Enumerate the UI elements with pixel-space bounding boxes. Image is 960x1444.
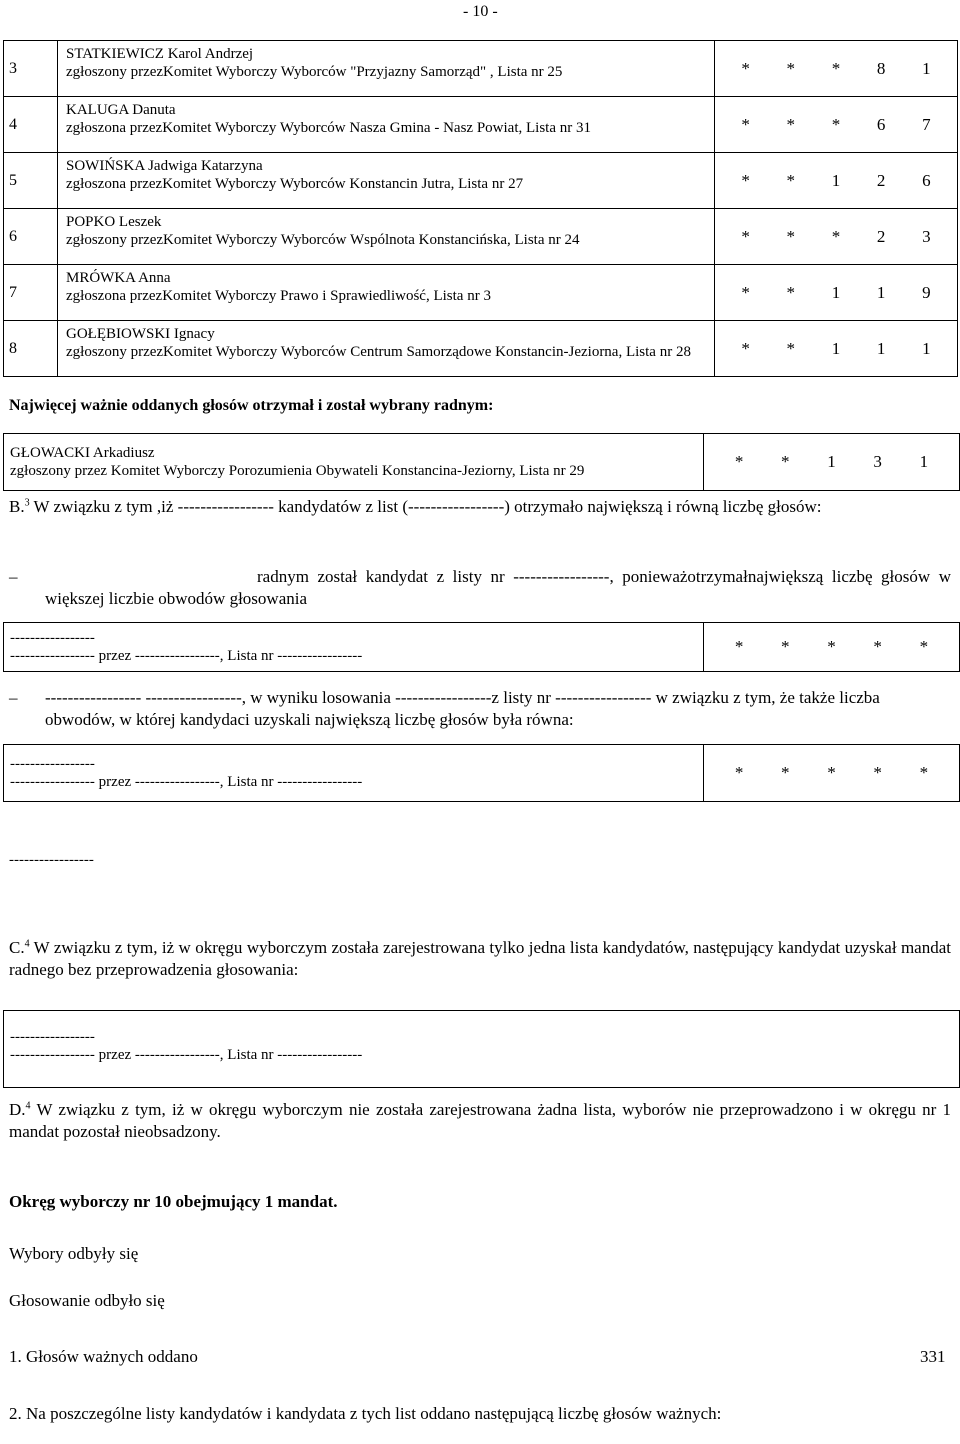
vote-digit: 1 [831, 282, 841, 302]
winner-votes [704, 434, 959, 490]
section-d-sup: 4 [25, 1100, 31, 1112]
section-b-label: B. [9, 497, 25, 516]
vote-digit: 3 [873, 452, 882, 471]
vote-digit: 8 [876, 58, 886, 78]
section-c-label: C. [9, 938, 25, 957]
item-2-label: 2. Na poszczególne listy kandydatów i kandydata z tych list oddano następującą liczbę głosów ważnych: [9, 1404, 722, 1423]
section-b-dash-1: – [9, 567, 18, 586]
vote-digit: * [734, 452, 744, 471]
candidate-votes [715, 153, 958, 209]
vote-digit: * [781, 452, 790, 471]
vote-digit: 1 [831, 338, 841, 358]
candidate-row [4, 97, 958, 153]
vote-digit: * [741, 114, 750, 134]
candidate-desc: zgłoszona przezKomitet Wyborczy Prawo i Sprawiedliwość, Lista nr 3 [66, 288, 491, 304]
candidate-name: STATKIEWICZ Karol Andrzej [66, 46, 254, 62]
vote-digit: 1 [876, 282, 886, 302]
box2-line1: ----------------- [10, 756, 95, 772]
candidate-votes [715, 265, 958, 321]
vote-digit: * [781, 763, 790, 782]
vote-digit: * [741, 338, 750, 358]
vote-digit: 1 [919, 452, 929, 471]
candidate-number: 6 [4, 209, 58, 265]
candidate-number: 8 [4, 321, 58, 377]
section-b-dash-2: – [9, 688, 18, 707]
vote-digit: 9 [922, 282, 931, 302]
winner-desc: zgłoszony przez Komitet Wyborczy Porozumienia Obywateli Konstancina-Jeziorny, Lista nr 29 [10, 463, 585, 479]
vote-digit: 6 [922, 170, 931, 190]
candidate-info [58, 265, 715, 321]
vote-digit: 1 [922, 58, 931, 78]
candidate-info [58, 209, 715, 265]
vote-digit: * [741, 282, 750, 302]
candidate-row [4, 321, 958, 377]
candidate-info [58, 41, 715, 97]
section-c-text: W związku z tym, iż w okręgu wyborczym została zarejestrowana tylko jedna lista kandydatów, następujący kandydat uzyskał mandat radnego bez przeprowadzenia głosowania: [9, 938, 951, 979]
section-c-sup: 4 [24, 938, 30, 950]
vote-digit: * [786, 226, 796, 246]
valid-votes-value: 331 [920, 1347, 946, 1366]
candidate-desc: zgłoszona przezKomitet Wyborczy Wyborców Nasza Gmina - Nasz Powiat, Lista nr 31 [66, 120, 591, 136]
candidate-info [58, 153, 715, 209]
vote-digit: 7 [922, 114, 931, 134]
vote-digit: 2 [876, 170, 886, 190]
vote-digit: * [781, 637, 790, 656]
section-b-box-1 [3, 622, 960, 672]
vote-digit: 1 [922, 338, 931, 358]
vote-digit: 6 [876, 114, 886, 134]
vote-digit: 3 [922, 226, 931, 246]
candidate-name: MRÓWKA Anna [66, 270, 171, 286]
vote-digit: * [831, 114, 841, 134]
box1-line1: ----------------- [10, 630, 95, 646]
winner-name: GŁOWACKI Arkadiusz [10, 445, 155, 461]
valid-votes-label: 1. Głosów ważnych oddano [9, 1347, 198, 1366]
section-b-intro [9, 496, 951, 518]
section-b-item-2-text: ----------------- -----------------, w wyniku losowania -----------------z listy nr ----------------- w związku z tym, że także liczba obwodów, w której kandydaci uzyskali największą liczbę głosów była równa: [45, 688, 880, 729]
section-d-text: W związku z tym, iż w okręgu wyborczym nie została zarejestrowana żadna lista, wyborów nie przeprowadzono i w okręgu nr 1 mandat pozostał nieobsadzony. [9, 1100, 951, 1141]
section-d [9, 1099, 951, 1143]
vote-digit: * [827, 637, 836, 656]
box1-line2: ----------------- przez -----------------, Lista nr ----------------- [10, 648, 363, 664]
vote-digit: * [873, 763, 882, 782]
candidate-name: KALUGA Danuta [66, 102, 176, 118]
candidate-number: 5 [4, 153, 58, 209]
box2-line2: ----------------- przez -----------------, Lista nr ----------------- [10, 774, 363, 790]
candidate-desc: zgłoszony przezKomitet Wyborczy Wyborców "Przyjazny Samorząd" , Lista nr 25 [66, 64, 563, 80]
candidate-name: POPKO Leszek [66, 214, 162, 230]
vote-digit: * [786, 338, 796, 358]
candidate-number: 4 [4, 97, 58, 153]
vote-digit: * [786, 114, 796, 134]
section-b-item-1 [45, 566, 951, 610]
vote-digit: * [741, 226, 750, 246]
vote-digit: * [919, 763, 929, 782]
candidate-row [4, 209, 958, 265]
vote-digit: * [919, 637, 929, 656]
winner-heading: Najwięcej ważnie oddanych głosów otrzymał i został wybrany radnym: [9, 397, 494, 414]
candidate-votes [715, 209, 958, 265]
box1-votes [704, 623, 959, 671]
candidate-name: GOŁĘBIOWSKI Ignacy [66, 326, 215, 342]
section-b-item-2 [45, 687, 951, 731]
district-heading: Okręg wyborczy nr 10 obejmujący 1 mandat. [9, 1192, 338, 1211]
candidate-info [58, 97, 715, 153]
candidates-table [3, 40, 958, 377]
box2-votes [704, 745, 959, 801]
vote-digit: 2 [876, 226, 886, 246]
vote-digit: * [873, 637, 882, 656]
page-number: - 10 - [463, 3, 498, 20]
vote-digit: * [786, 170, 796, 190]
section-c-box [3, 1010, 960, 1088]
section-c [9, 937, 951, 981]
candidate-number: 7 [4, 265, 58, 321]
candidate-info [58, 321, 715, 377]
candidate-votes [715, 41, 958, 97]
candidate-number: 3 [4, 41, 58, 97]
vote-digit: * [741, 58, 750, 78]
vote-digit: * [741, 170, 750, 190]
candidate-desc: zgłoszony przezKomitet Wyborczy Wyborców Wspólnota Konstancińska, Lista nr 24 [66, 232, 580, 248]
elections-held: Wybory odbyły się [9, 1244, 139, 1263]
vote-digit: * [734, 637, 744, 656]
vote-digit: * [786, 282, 796, 302]
candidate-votes [715, 97, 958, 153]
section-b-item-1-text: radnym został kandydat z listy nr -----------------, ponieważotrzymałnajwiększą liczbę głosów w większej liczbie obwodów głosowania [45, 567, 951, 608]
vote-digit: * [734, 763, 744, 782]
candidate-row [4, 153, 958, 209]
candidate-desc: zgłoszona przezKomitet Wyborczy Wyborców Konstancin Jutra, Lista nr 27 [66, 176, 524, 192]
section-b-box-2 [3, 744, 960, 802]
candidate-row [4, 41, 958, 97]
candidate-votes [715, 321, 958, 377]
section-b-sup: 3 [24, 497, 30, 509]
vote-digit: 1 [827, 452, 836, 471]
vote-digit: * [831, 226, 841, 246]
vote-digit: * [831, 58, 841, 78]
section-c-line2: ----------------- przez -----------------, Lista nr ----------------- [10, 1047, 363, 1063]
vote-digit: 1 [831, 170, 841, 190]
candidate-desc: zgłoszony przezKomitet Wyborczy Wyborców Centrum Samorządowe Konstancin-Jeziorna, Lista nr 28 [66, 344, 691, 360]
vote-digit: 1 [876, 338, 886, 358]
vote-digit: * [827, 763, 836, 782]
vote-digit: * [786, 58, 796, 78]
voting-held: Głosowanie odbyło się [9, 1291, 165, 1310]
winner-box [3, 433, 960, 491]
candidate-row [4, 265, 958, 321]
section-c-line1: ----------------- [10, 1029, 95, 1045]
section-b-text: W związku z tym ,iż ----------------- kandydatów z list (-----------------) otrzymało największą i równą liczbę głosów: [29, 497, 822, 516]
section-d-label: D. [9, 1100, 26, 1119]
candidate-name: SOWIŃSKA Jadwiga Katarzyna [66, 158, 263, 174]
section-b-trailing: ----------------- [9, 852, 94, 868]
